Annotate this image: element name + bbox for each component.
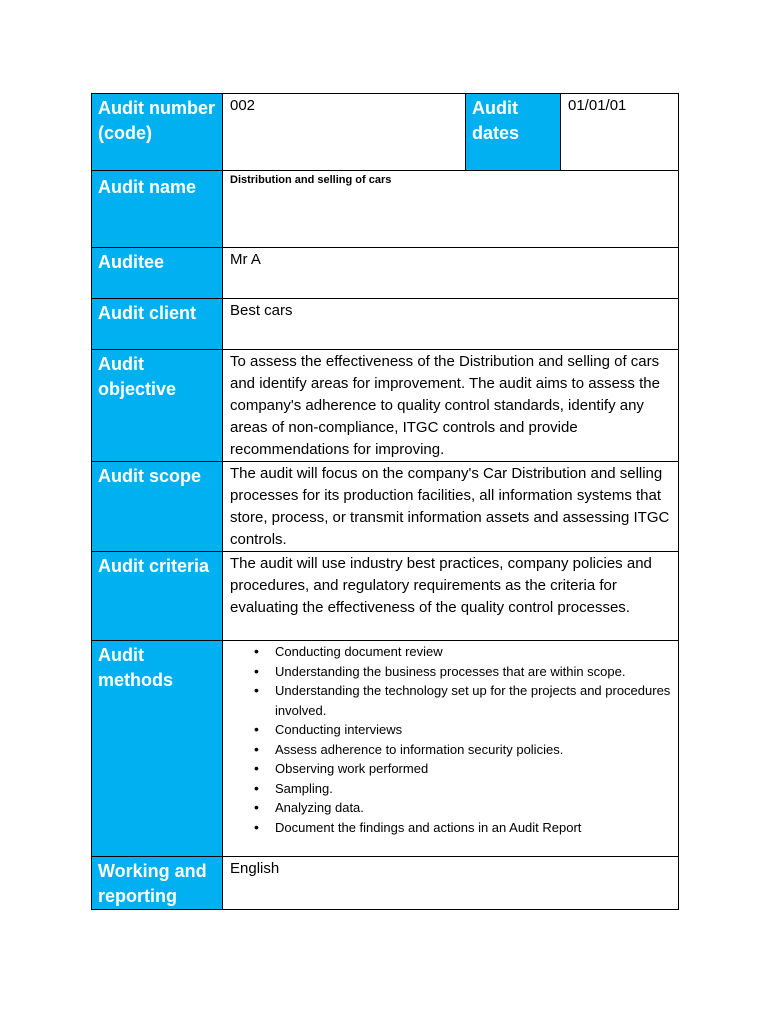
value-auditee: Mr A	[223, 248, 679, 299]
value-audit-objective: To assess the effectiveness of the Distribution and selling of cars and identify areas for improvement. The audit aims to assess the company's adherence to quality control standards, identify any areas of non-compliance, ITGC controls and provide recommendations for improving.	[223, 350, 679, 462]
audit-methods-list	[230, 642, 672, 837]
audit-method-item: • Conducting interviews	[275, 720, 672, 740]
value-audit-name: Distribution and selling of cars	[223, 171, 679, 248]
audit-method-item: • Sampling.	[275, 779, 672, 799]
label-audit-dates: Audit dates	[466, 94, 561, 171]
row-working-reporting	[92, 857, 679, 910]
value-audit-criteria: The audit will use industry best practices, company policies and procedures, and regulatory requirements as the criteria for evaluating the effectiveness of the quality control processes.	[223, 552, 679, 641]
audit-method-item: • Assess adherence to information security policies.	[275, 740, 672, 760]
label-working-reporting: Working and reporting	[92, 857, 223, 910]
audit-method-item: • Observing work performed	[275, 759, 672, 779]
label-audit-methods: Audit methods	[92, 641, 223, 857]
row-audit-criteria	[92, 552, 679, 641]
row-audit-scope	[92, 462, 679, 552]
row-audit-methods	[92, 641, 679, 857]
row-auditee	[92, 248, 679, 299]
value-working-reporting: English	[223, 857, 679, 910]
value-audit-dates: 01/01/01	[561, 94, 679, 171]
label-audit-criteria: Audit criteria	[92, 552, 223, 641]
audit-method-item: • Understanding the technology set up for the projects and procedures involved.	[275, 681, 672, 720]
value-audit-scope: The audit will focus on the company's Car Distribution and selling processes for its production facilities, all information systems that store, process, or transmit information assets and assessing ITGC controls.	[223, 462, 679, 552]
row-audit-client	[92, 299, 679, 350]
audit-method-item: • Document the findings and actions in an Audit Report	[275, 818, 672, 838]
label-audit-number: Audit number (code)	[92, 94, 223, 171]
label-auditee: Auditee	[92, 248, 223, 299]
label-audit-client: Audit client	[92, 299, 223, 350]
label-audit-name: Audit name	[92, 171, 223, 248]
audit-plan-table	[91, 93, 679, 910]
label-audit-scope: Audit scope	[92, 462, 223, 552]
audit-method-item: • Conducting document review	[275, 642, 672, 662]
label-audit-objective: Audit objective	[92, 350, 223, 462]
audit-method-item: • Understanding the business processes that are within scope.	[275, 662, 672, 682]
audit-method-item: • Analyzing data.	[275, 798, 672, 818]
value-audit-methods	[223, 641, 679, 857]
audit-plan-sheet	[91, 93, 678, 910]
value-audit-client: Best cars	[223, 299, 679, 350]
value-audit-number: 002	[223, 94, 466, 171]
row-audit-objective	[92, 350, 679, 462]
row-audit-number	[92, 94, 679, 171]
row-audit-name	[92, 171, 679, 248]
